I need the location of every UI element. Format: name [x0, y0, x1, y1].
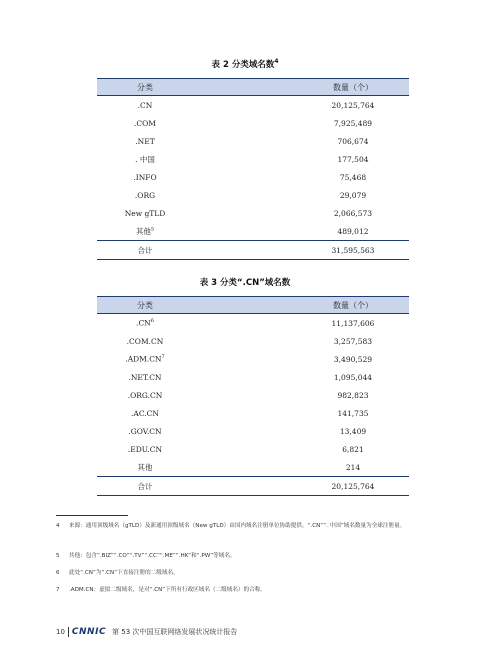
report-title: 第 53 次中国互联网络发展状况统计报告: [112, 628, 238, 636]
table2: [97, 78, 409, 260]
count-cell: 489,012: [337, 226, 369, 236]
page-number: 10: [56, 628, 65, 636]
category-name: . 中国: [135, 154, 155, 164]
count-cell: 20,125,764: [331, 481, 375, 491]
category-name: 合计: [137, 481, 153, 491]
count-cell: 3,490,529: [333, 354, 373, 364]
category-cell: [97, 245, 193, 256]
count-cell: 982,823: [337, 390, 369, 400]
category-cell: [97, 191, 193, 200]
footnote-number: 6: [56, 570, 60, 576]
page-footer: [56, 625, 237, 639]
table-row: [97, 332, 409, 350]
category-name: 其他: [135, 226, 151, 236]
category-name: .COM.CN: [126, 336, 164, 346]
category-cell: [97, 427, 193, 436]
table-row: [97, 386, 409, 404]
table-row: [97, 440, 409, 458]
table3-title-text: 表 3 分类“.CN”域名数: [199, 278, 291, 288]
footer-divider: [68, 627, 69, 637]
table-row: [97, 114, 409, 132]
category-name: .NET.CN: [128, 372, 162, 382]
table-row: [97, 168, 409, 186]
category-cell: [97, 101, 193, 110]
count-cell: 7,925,489: [333, 118, 373, 128]
category-cell: [97, 226, 193, 237]
category-name: .EDU.CN: [127, 444, 163, 454]
cnnic-logo: CNNIC: [71, 627, 107, 637]
category-cell: [97, 209, 193, 218]
footnote-text: 其他：包含“.BIZ”“.CO”“.TV”“.CC”“.ME”“.HK”和“.PW”等域名。: [69, 553, 236, 559]
category-name: .GOV.CN: [128, 426, 162, 436]
footnote-ref: 6: [150, 318, 154, 325]
footnote-ref: 5: [150, 226, 155, 232]
table-row: [97, 132, 409, 150]
table-row: [97, 350, 409, 368]
footnote-rule: [56, 515, 128, 516]
category-name: .CN: [137, 100, 153, 110]
footnote-ref: 7: [161, 354, 165, 361]
category-name: .COM: [134, 118, 156, 128]
count-cell: 13,409: [339, 426, 367, 436]
category-name: New gTLD: [124, 208, 166, 218]
category-cell: [97, 154, 193, 165]
footnote-7: [56, 586, 436, 595]
footnote-4: [56, 522, 436, 531]
category-name: .NET: [135, 136, 155, 146]
category-cell: [97, 337, 193, 346]
table3-title: [0, 276, 490, 288]
table-row: [97, 368, 409, 386]
category-cell: [97, 373, 193, 382]
count-cell: 31,595,563: [331, 245, 375, 255]
footnote-text: .ADM.CN：虚拟二级域名，是对“.CN”下所有行政区域名（二级域名）的合称。: [69, 587, 266, 593]
table2-header-category: 分类: [137, 82, 153, 92]
table-row: [97, 314, 409, 332]
category-name: 合计: [137, 245, 153, 255]
category-name: .ORG.CN: [127, 390, 163, 400]
count-cell: 6,821: [342, 444, 364, 454]
category-cell: [97, 354, 193, 364]
table-row: [97, 186, 409, 204]
table2-header: [97, 78, 409, 96]
count-cell: 2,066,573: [333, 208, 373, 218]
table-row: [97, 476, 409, 496]
category-cell: [97, 445, 193, 454]
table2-title-note: 4: [274, 58, 279, 66]
category-cell: [97, 173, 193, 182]
table-row: [97, 150, 409, 168]
category-cell: [97, 481, 193, 492]
category-cell: [97, 462, 193, 473]
count-cell: 29,079: [339, 190, 367, 200]
table3: [97, 296, 409, 496]
table3-header-count: 数量（个）: [333, 300, 373, 310]
table-row: [97, 404, 409, 422]
footnote-text: 此处“.CN”为“.CN”下直接注册的二级域名。: [69, 570, 179, 576]
table-row: [97, 458, 409, 476]
table-row: [97, 240, 409, 260]
table2-header-count: 数量（个）: [333, 82, 373, 92]
table3-header: [97, 296, 409, 314]
count-cell: 706,674: [337, 136, 369, 146]
footnote-text: 来源：通用顶级域名（gTLD）及新通用顶级域名（New gTLD）由国内域名注册单位协助提供。“.CN”“. 中国”域名数量为全球注册量。: [69, 523, 406, 529]
count-cell: 177,504: [337, 154, 369, 164]
category-cell: [97, 318, 193, 328]
count-cell: 20,125,764: [331, 100, 375, 110]
footnote-number: 5: [56, 553, 60, 559]
footnote-6: [56, 569, 436, 578]
category-name: .INFO: [133, 172, 157, 182]
footnote-5: [56, 552, 436, 561]
footnote-number: 4: [56, 523, 60, 529]
category-name: .AC.CN: [131, 408, 159, 418]
count-cell: 214: [345, 462, 361, 472]
category-name: .ADM.CN: [125, 354, 162, 364]
count-cell: 75,468: [339, 172, 367, 182]
count-cell: 11,137,606: [331, 318, 375, 328]
category-cell: [97, 137, 193, 146]
footnote-number: 7: [56, 587, 60, 593]
category-name: .CN: [136, 318, 151, 328]
category-cell: [97, 119, 193, 128]
table-row: [97, 204, 409, 222]
count-cell: 1,095,044: [333, 372, 373, 382]
category-cell: [97, 391, 193, 400]
category-name: 其他: [137, 462, 153, 472]
table2-title-text: 表 2 分类域名数: [211, 60, 275, 70]
table-row: [97, 222, 409, 240]
table2-title: [0, 58, 490, 70]
table-row: [97, 96, 409, 114]
category-name: .ORG: [134, 190, 156, 200]
table3-header-category: 分类: [137, 300, 153, 310]
count-cell: 3,257,583: [333, 336, 373, 346]
count-cell: 141,735: [337, 408, 369, 418]
table-row: [97, 422, 409, 440]
category-cell: [97, 409, 193, 418]
